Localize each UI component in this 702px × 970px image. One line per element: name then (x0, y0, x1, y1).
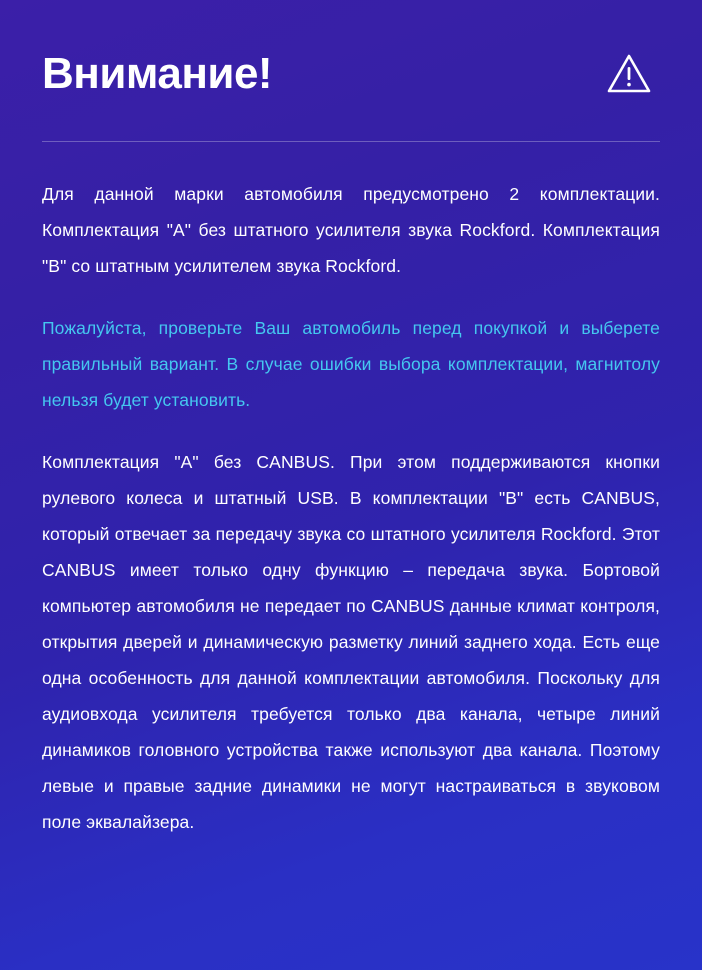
paragraph-warning: Пожалуйста, проверьте Ваш автомобиль перед покупкой и выберете правильный вариант. В случае ошибки выбора комплектации, магнитолу нельзя будет установить. (42, 318, 660, 410)
header-divider (42, 141, 660, 142)
page-header (42, 44, 660, 101)
warning-triangle-icon (606, 52, 652, 101)
page-title: Внимание! (42, 49, 273, 98)
notice-body (42, 176, 660, 840)
paragraph-details: Комплектация "А" без CANBUS. При этом поддерживаются кнопки рулевого колеса и штатный USB. В комплектации "В" есть CANBUS, который отвечает за передачу звука со штатного усилителя Rockford. Этот CANBUS имеет только одну функцию – передача звука. Бортовой компьютер автомобиля не передает по CANBUS данные климат контроля, открытия дверей и динамическую разметку линий заднего хода. Есть еще одна особенность для данной комплектации автомобиля. Поскольку для аудиовхода усилителя требуется только два канала, четыре линий динамиков головного устройства также используют два канала. Поэтому левые и правые задние динамики не могут настраиваться в звуковом поле эквалайзера. (42, 452, 660, 832)
paragraph-intro: Для данной марки автомобиля предусмотрено 2 комплектации. Комплектация "А" без штатного усилителя звука Rockford. Комплектация "В" со штатным усилителем звука Rockford. (42, 184, 660, 276)
